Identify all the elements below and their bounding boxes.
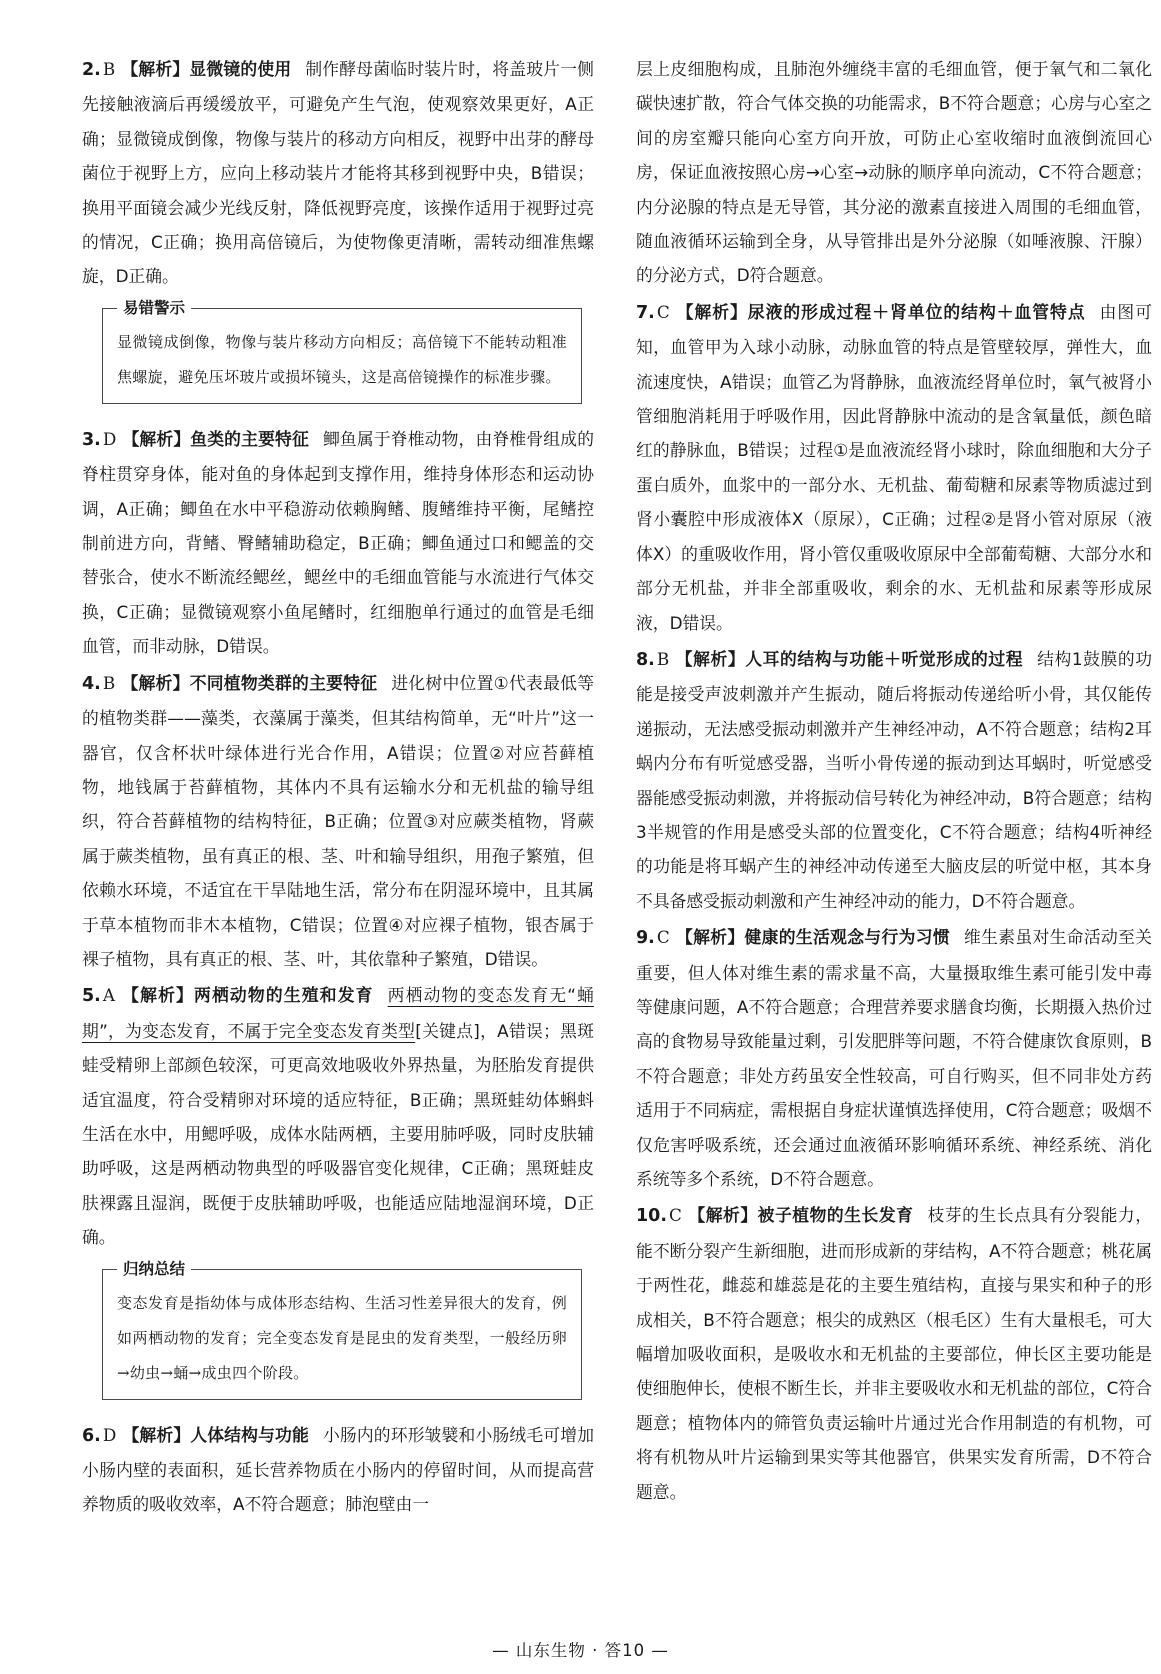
explanation-text: 制作酵母菌临时装片时，将盖玻片一侧先接触液滴后再缓缓放平，可避免产生气泡，使观察效果更好，A正确；显微镜成倒像，物像与装片的移动方向相反，视野中出芽的酵母菌位于视野上方，应向上移动装片才能将其移到视野中央，B错误；换用平面镜会减少光线反射，降低视野亮度，该操作适用于视野过亮的情况，C正确；换用高倍镜后，为使物像更清晰，需转动细准焦螺旋，D正确。 — [82, 59, 594, 287]
analysis-tag: 【解析】 — [120, 985, 194, 1006]
answer-item-4 — [82, 666, 594, 977]
right-column — [636, 52, 1152, 1511]
answer-letter: D — [102, 428, 117, 449]
answer-item-7 — [636, 295, 1152, 640]
explanation-text: 层上皮细胞构成，且肺泡外缠绕丰富的毛细血管，便于氧气和二氧化碳快速扩散，符合气体交换的功能需求，B不符合题意；心房与心室之间的房室瓣只能向心室方向开放，可防止心室收缩时血液倒流回心房，保证血液按照心房→心室→动脉的顺序单向流动，C不符合题意；内分泌腺的特点是无导管，其分泌的激素直接进入周围的毛细血管，随血液循环运输到全身，从导管排出是外分泌腺（如唾液腺、汗腺）的分泌方式，D符合题意。 — [636, 59, 1152, 286]
analysis-tag: 【解析】 — [687, 1205, 758, 1226]
knowledge-topic: 鱼类的主要特征 — [190, 428, 309, 449]
answer-letter: B — [102, 59, 116, 79]
answer-item-6-continued — [636, 52, 1152, 293]
knowledge-topic: 人耳的结构与功能＋听觉形成的过程 — [745, 648, 1024, 669]
knowledge-topic: 被子植物的生长发育 — [757, 1205, 914, 1226]
answer-item-10 — [636, 1198, 1152, 1509]
question-number: 3. — [82, 429, 101, 450]
answer-letter: C — [656, 927, 670, 948]
analysis-tag: 【解析】 — [675, 648, 746, 669]
page-footer: — 山东生物 · 答10 — — [492, 1641, 669, 1660]
error-warning-box — [102, 298, 582, 404]
explanation-text: 结构1鼓膜的功能是接受声波刺激并产生振动，随后将振动传递给听小骨，其仅能传递振动，无法感受振动刺激并产生神经冲动，A不符合题意；结构2耳蜗内分布有听觉感受器，当听小骨传递的振动到达耳蜗时，听觉感受器能感受振动刺激，并将振动信号转化为神经冲动，B符合题意；结构3半规管的作用是感受头部的位置变化，C不符合题意；结构4听神经的功能是将耳蜗产生的神经冲动传递至大脑皮层的听觉中枢，其本身不具备感受振动刺激和产生神经冲动的能力，D不符合题意。 — [636, 648, 1152, 911]
knowledge-topic: 人体结构与功能 — [190, 1424, 309, 1445]
explanation-text: 进化树中位置①代表最低等的植物类群——藻类，衣藻属于藻类，但其结构简单，无“叶片”这一器官，仅含杯状叶绿体进行光合作用，A错误；位置②对应苔藓植物，地钱属于苔藓植物，其体内不具有运输水分和无机盐的输导组织，符合苔藓植物的结构特征，B正确；位置③对应蕨类植物，肾蕨属于蕨类植物，虽有真正的根、茎、叶和输导组织，用孢子繁殖，但依赖水环境，不适宜在干旱陆地生活，常分布在阴湿环境中，且其属于草本植物而非木本植物，C错误；位置④对应裸子植物，银杏属于裸子植物，具有真正的根、茎、叶，其依靠种子繁殖，D错误。 — [82, 672, 594, 969]
box-title: 归纳总结 — [117, 1257, 191, 1281]
answer-letter: C — [656, 301, 670, 322]
answer-item-2 — [82, 52, 594, 294]
box-body: 变态发育是指幼体与成体形态结构、生活习性差异很大的发育，例如两栖动物的发育；完全变态发育是昆虫的发育类型，一般经历卵→幼虫→蛹→成虫四个阶段。 — [117, 1293, 567, 1382]
answer-item-5 — [82, 978, 594, 1254]
question-number: 2. — [82, 60, 101, 80]
answer-letter: C — [669, 1205, 682, 1226]
answer-letter: A — [102, 985, 115, 1006]
question-number: 7. — [636, 302, 655, 323]
explanation-text: 维生素虽对生命活动至关重要，但人体对维生素的需求量不高，大量摄取维生素可能引发中毒等健康问题，A不符合题意；合理营养要求膳食均衡，长期摄入热价过高的食物易导致能量过剩，引发肥胖等问题，不符合健康饮食原则，B不符合题意；非处方药虽安全性较高，可自行购买，但不同非处方药适用于不同病症，需根据自身症状谨慎选择使用，C符合题意；吸烟不仅危害呼吸系统，还会通过血液循环影响循环系统、神经系统、消化系统等多个系统，D不符合题意。 — [636, 927, 1152, 1189]
question-number: 4. — [82, 673, 101, 694]
knowledge-topic: 显微镜的使用 — [189, 59, 292, 79]
answer-item-6 — [82, 1418, 594, 1522]
analysis-tag: 【解析】 — [121, 59, 190, 79]
knowledge-topic: 尿液的形成过程＋肾单位的结构＋血管特点 — [747, 301, 1086, 322]
analysis-tag: 【解析】 — [122, 1424, 191, 1445]
analysis-tag: 【解析】 — [675, 301, 748, 322]
explanation-text: 鲫鱼属于脊椎动物，由脊椎骨组成的脊柱贯穿身体，能对鱼的身体起到支撑作用，维持身体形态和运动协调，A正确；鲫鱼在水中平稳游动依赖胸鳍、腹鳍维持平衡，尾鳍控制前进方向，背鳍、臀鳍辅助稳定，B正确；鲫鱼通过口和鳃盖的交替张合，使水不断流经鳃丝，鳃丝中的毛细血管能与水流进行气体交换，C正确；显微镜观察小鱼尾鳍时，红细胞单行通过的血管是毛细血管，而非动脉，D错误。 — [82, 428, 594, 657]
answer-letter: B — [656, 648, 670, 669]
analysis-tag: 【解析】 — [122, 428, 191, 449]
left-column — [82, 52, 594, 1524]
box-title: 易错警示 — [117, 296, 191, 320]
explanation-text: 小肠内的环形皱襞和小肠绒毛可增加小肠内壁的表面积，延长营养物质在小肠内的停留时间，从而提高营养物质的吸收效率，A不符合题意；肺泡壁由一 — [82, 1424, 594, 1515]
analysis-tag: 【解析】 — [675, 927, 745, 948]
question-number: 6. — [82, 1425, 101, 1446]
question-number: 9. — [636, 928, 655, 949]
knowledge-topic: 健康的生活观念与行为习惯 — [744, 927, 950, 948]
answer-item-3 — [82, 422, 594, 664]
key-point-underlined: 两栖动物的变态发育无“蛹期”，为变态发育，不属于完全变态发育类型 — [82, 985, 594, 1041]
answer-letter: B — [102, 672, 116, 693]
explanation-text: 枝芽的生长点具有分裂能力，能不断分裂产生新细胞，进而形成新的芽结构，A不符合题意；桃花属于两性花，雌蕊和雄蕊是花的主要生殖结构，直接与果实和种子的形成相关，B不符合题意；根尖的成熟区（根毛区）生有大量根毛，可大幅增加吸收面积，是吸收水和无机盐的主要部位，伸长区主要功能是使细胞伸长，使根不断生长，并非主要吸收水和无机盐的部位，C符合题意；植物体内的筛管负责运输叶片通过光合作用制造的有机物，可将有机物从叶片运输到果实等其他器官，供果实发育所需，D不符合题意。 — [636, 1205, 1152, 1502]
explanation-text: 由图可知，血管甲为入球小动脉，动脉血管的特点是管壁较厚，弹性大，血流速度快，A错误；血管乙为肾静脉，血液流经肾单位时，氧气被肾小管细胞消耗用于呼吸作用，因此肾静脉中流动的是含氧量低，颜色暗红的静脉血，B错误；过程①是血液流经肾小球时，除血细胞和大分子蛋白质外，血浆中的一部分水、无机盐、葡萄糖和尿素等物质滤过到肾小囊腔中形成液体X（原尿），C正确；过程②是肾小管对原尿（液体X）的重吸收作用，肾小管仅重吸收原尿中全部葡萄糖、大部分水和部分无机盐，并非全部重吸收，剩余的水、无机盐和尿素等形成尿液，D错误。 — [636, 301, 1152, 633]
knowledge-topic: 不同植物类群的主要特征 — [189, 672, 378, 693]
answer-item-9 — [636, 920, 1152, 1196]
answer-item-8 — [636, 642, 1152, 918]
question-number: 8. — [636, 649, 655, 670]
box-body: 显微镜成倒像，物像与装片移动方向相反；高倍镜下不能转动粗准焦螺旋，避免压坏玻片或损坏镜头，这是高倍镜操作的标准步骤。 — [117, 332, 567, 386]
analysis-tag: 【解析】 — [121, 672, 190, 693]
question-number: 10. — [636, 1206, 668, 1227]
answer-letter: D — [102, 1424, 117, 1445]
explanation-text: [关键点]，A错误；黑斑蛙受精卵上部颜色较深，可更高效地吸收外界热量，为胚胎发育提供适宜温度，符合受精卵对环境的适应特征，B正确；黑斑蛙幼体蝌蚪生活在水中，用鳃呼吸，成体水陆两栖，主要用肺呼吸，同时皮肤辅助呼吸，这是两栖动物典型的呼吸器官变化规律，C正确；黑斑蛙皮肤裸露且湿润，既便于皮肤辅助呼吸，也能适应陆地湿润环境，D正确。 — [82, 1020, 594, 1248]
summary-box — [102, 1259, 582, 1400]
question-number: 5. — [82, 986, 101, 1007]
knowledge-topic: 两栖动物的生殖和发育 — [194, 985, 374, 1006]
